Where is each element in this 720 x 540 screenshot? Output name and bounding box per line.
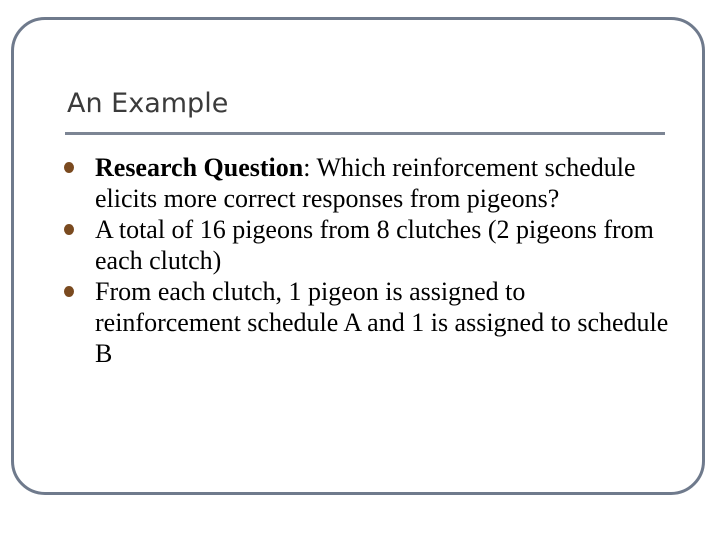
- bullet-lead-text: Research Question: [95, 153, 304, 182]
- bullet-item-pigeon-total: [60, 214, 670, 276]
- bullet-item-assignment: [60, 276, 670, 369]
- bullet-dot-icon: [64, 224, 74, 235]
- slide-title: An Example: [67, 88, 229, 119]
- title-divider: [65, 132, 665, 135]
- bullet-text: From each clutch, 1 pigeon is assigned to reinforcement schedule A and 1 is assigned to schedule B: [95, 277, 669, 368]
- bullet-item-research-question: [60, 152, 670, 214]
- bullet-dot-icon: [64, 162, 74, 173]
- bullet-list: [60, 152, 670, 369]
- bullet-dot-icon: [64, 286, 74, 297]
- bullet-text: A total of 16 pigeons from 8 clutches (2 pigeons from each clutch): [95, 215, 654, 275]
- bullet-text: : Which reinforcement schedule elicits more correct responses from pigeons?: [95, 153, 636, 213]
